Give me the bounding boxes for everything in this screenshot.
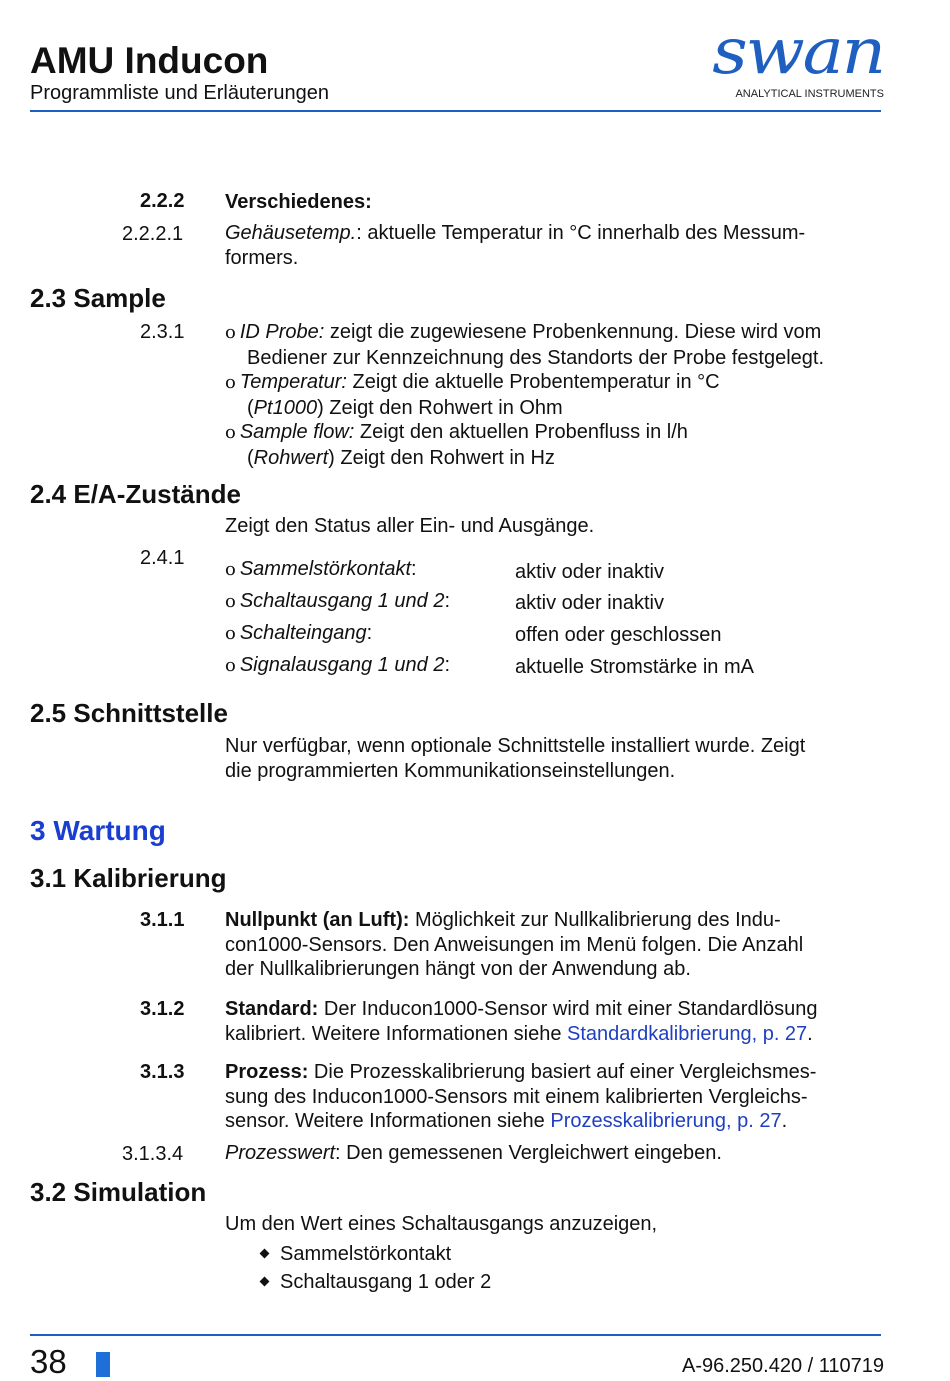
circle-bullet-icon: o (225, 591, 236, 612)
heading-simulation: 3.2 Simulation (30, 1177, 207, 1207)
section-number-2-2-2: 2.2.2 (140, 190, 185, 212)
section-heading-verschiedenes: Verschiedenes: (225, 191, 372, 213)
ea-row-label (225, 653, 450, 679)
logo-wordmark: swan (712, 15, 884, 89)
text-line: Der Inducon1000-Sensor wird mit einer Standardlösung (318, 998, 818, 1020)
paragraph-prozess (225, 1060, 895, 1134)
circle-bullet-icon: o (225, 372, 236, 393)
heading-sample: 2.3 Sample (30, 283, 166, 313)
list-item (258, 1270, 491, 1295)
circle-bullet-icon: o (225, 559, 236, 580)
text-line: der Nullkalibrierungen hängt von der Anwendung ab. (225, 958, 691, 980)
swan-logo (712, 15, 884, 104)
paragraph-gehaeusetemp (225, 221, 885, 270)
ea-row-label (225, 589, 450, 615)
text-line: Zeigt die aktuelle Probentemperatur in °C (346, 371, 720, 393)
paragraph-schnittstelle (225, 734, 895, 783)
term-schaltausgang: Schaltausgang 1 und 2 (239, 590, 445, 612)
circle-bullet-icon: o (225, 422, 236, 443)
document-title: AMU Inducon (30, 40, 269, 81)
section-number-3-1-3: 3.1.3 (140, 1061, 185, 1083)
section-number-2-3-1: 2.3.1 (140, 321, 185, 343)
text-line: zeigt die zugewiesene Probenkennung. Diese wird vom (324, 321, 822, 343)
section-number-2-2-2-1: 2.2.2.1 (122, 223, 184, 245)
document-subtitle: Programmliste und Erläuterungen (30, 82, 330, 104)
circle-bullet-icon: o (225, 623, 236, 644)
paragraph-nullpunkt (225, 908, 895, 982)
term-rohwert: Rohwert (253, 446, 329, 469)
term-pt1000: Pt1000 (253, 396, 318, 419)
text-fragment: : (444, 654, 451, 676)
list-item (225, 320, 895, 370)
heading-schnittstelle: 2.5 Schnittstelle (30, 698, 228, 728)
term-standard: Standard: (225, 998, 319, 1020)
ea-row-label (225, 557, 417, 583)
term-sample-flow: Sample flow: (239, 421, 355, 443)
logo-tagline: ANALYTICAL INSTRUMENTS (735, 88, 884, 100)
paragraph-prozesswert (225, 1141, 722, 1166)
term-nullpunkt: Nullpunkt (an Luft): (225, 909, 410, 931)
section-number-3-1-1: 3.1.1 (140, 909, 185, 931)
diamond-bullet-icon (260, 1277, 270, 1287)
text-line: con1000-Sensors. Den Anweisungen im Menü folgen. Die Anzahl (225, 933, 804, 956)
ea-row-value: aktiv oder inaktiv (515, 592, 664, 614)
text-line: ) Zeigt den Rohwert in Hz (328, 446, 555, 469)
text-fragment: . (807, 1022, 813, 1045)
text-line: Bediener zur Kennzeichnung des Standorts der Probe festgelegt. (247, 346, 825, 369)
page-marker (96, 1352, 110, 1377)
ea-row-value: offen oder geschlossen (515, 624, 722, 646)
text-fragment: ( (247, 396, 254, 419)
text-line: sensor. Weitere Informationen siehe (225, 1110, 551, 1132)
text-fragment: : (411, 558, 417, 580)
bullet-text: Schaltausgang 1 oder 2 (280, 1271, 492, 1293)
text-line: formers. (225, 246, 299, 269)
link-prozesskalibrierung[interactable]: Prozesskalibrierung, p. 27 (550, 1110, 782, 1132)
diamond-bullet-icon (260, 1249, 270, 1259)
page-number: 38 (30, 1343, 67, 1380)
heading-ea-zustaende: 2.4 E/A-Zustände (30, 479, 241, 509)
text-line: sung des Inducon1000-Sensors mit einem kalibrierten Vergleichs- (225, 1085, 808, 1108)
text-line: Zeigt den aktuellen Probenfluss in l/h (354, 421, 688, 443)
list-item (225, 370, 895, 420)
header-divider (30, 110, 881, 112)
ea-intro: Zeigt den Status aller Ein- und Ausgänge. (225, 515, 595, 537)
list-item (225, 420, 895, 470)
simulation-intro: Um den Wert eines Schaltausgangs anzuzeigen, (225, 1213, 658, 1235)
list-item (258, 1242, 451, 1267)
term-id-probe: ID Probe: (239, 321, 325, 343)
circle-bullet-icon: o (225, 655, 236, 676)
text-fragment: : (444, 590, 451, 612)
text-line: : aktuelle Temperatur in °C innerhalb des Messum- (356, 222, 806, 244)
ea-row-label (225, 621, 372, 647)
term-temperatur: Temperatur: (239, 371, 347, 393)
section-number-2-4-1: 2.4.1 (140, 547, 185, 569)
text-line: Die Prozesskalibrierung basiert auf einer Vergleichsmes- (308, 1061, 817, 1083)
ea-row-value: aktuelle Stromstärke in mA (515, 656, 754, 678)
term-gehaeusetemp: Gehäusetemp. (225, 222, 357, 244)
sample-item-list (225, 320, 895, 470)
footer-divider (30, 1334, 881, 1336)
term-sammelstoerkontakt: Sammelstörkontakt (239, 558, 412, 580)
bullet-text: Sammelstörkontakt (280, 1243, 452, 1265)
text-line: Nur verfügbar, wenn optionale Schnittstelle installiert wurde. Zeigt (225, 735, 806, 757)
term-prozess: Prozess: (225, 1061, 309, 1083)
term-signalausgang: Signalausgang 1 und 2 (239, 654, 445, 676)
text-fragment: : (366, 622, 373, 644)
text-line: ) Zeigt den Rohwert in Ohm (317, 396, 563, 419)
text-fragment: ( (247, 446, 254, 469)
section-number-3-1-3-4: 3.1.3.4 (122, 1143, 184, 1165)
paragraph-standard (225, 997, 895, 1046)
section-number-3-1-2: 3.1.2 (140, 998, 185, 1020)
heading-kalibrierung: 3.1 Kalibrierung (30, 863, 227, 893)
text-fragment: . (781, 1110, 788, 1132)
text-line: : Den gemessenen Vergleichwert eingeben. (335, 1142, 722, 1164)
link-standardkalibrierung[interactable]: Standardkalibrierung, p. 27 (567, 1022, 808, 1045)
ea-row-value: aktiv oder inaktiv (515, 561, 664, 583)
circle-bullet-icon: o (225, 322, 236, 343)
text-line: Möglichkeit zur Nullkalibrierung des Indu- (409, 909, 781, 931)
text-line: die programmierten Kommunikationseinstellungen. (225, 759, 676, 782)
term-schalteingang: Schalteingang (239, 622, 367, 644)
text-line: kalibriert. Weitere Informationen siehe (225, 1022, 568, 1045)
document-code: A-96.250.420 / 110719 (682, 1355, 885, 1377)
term-prozesswert: Prozesswert (225, 1142, 336, 1164)
chapter-heading-wartung: 3 Wartung (30, 815, 166, 846)
